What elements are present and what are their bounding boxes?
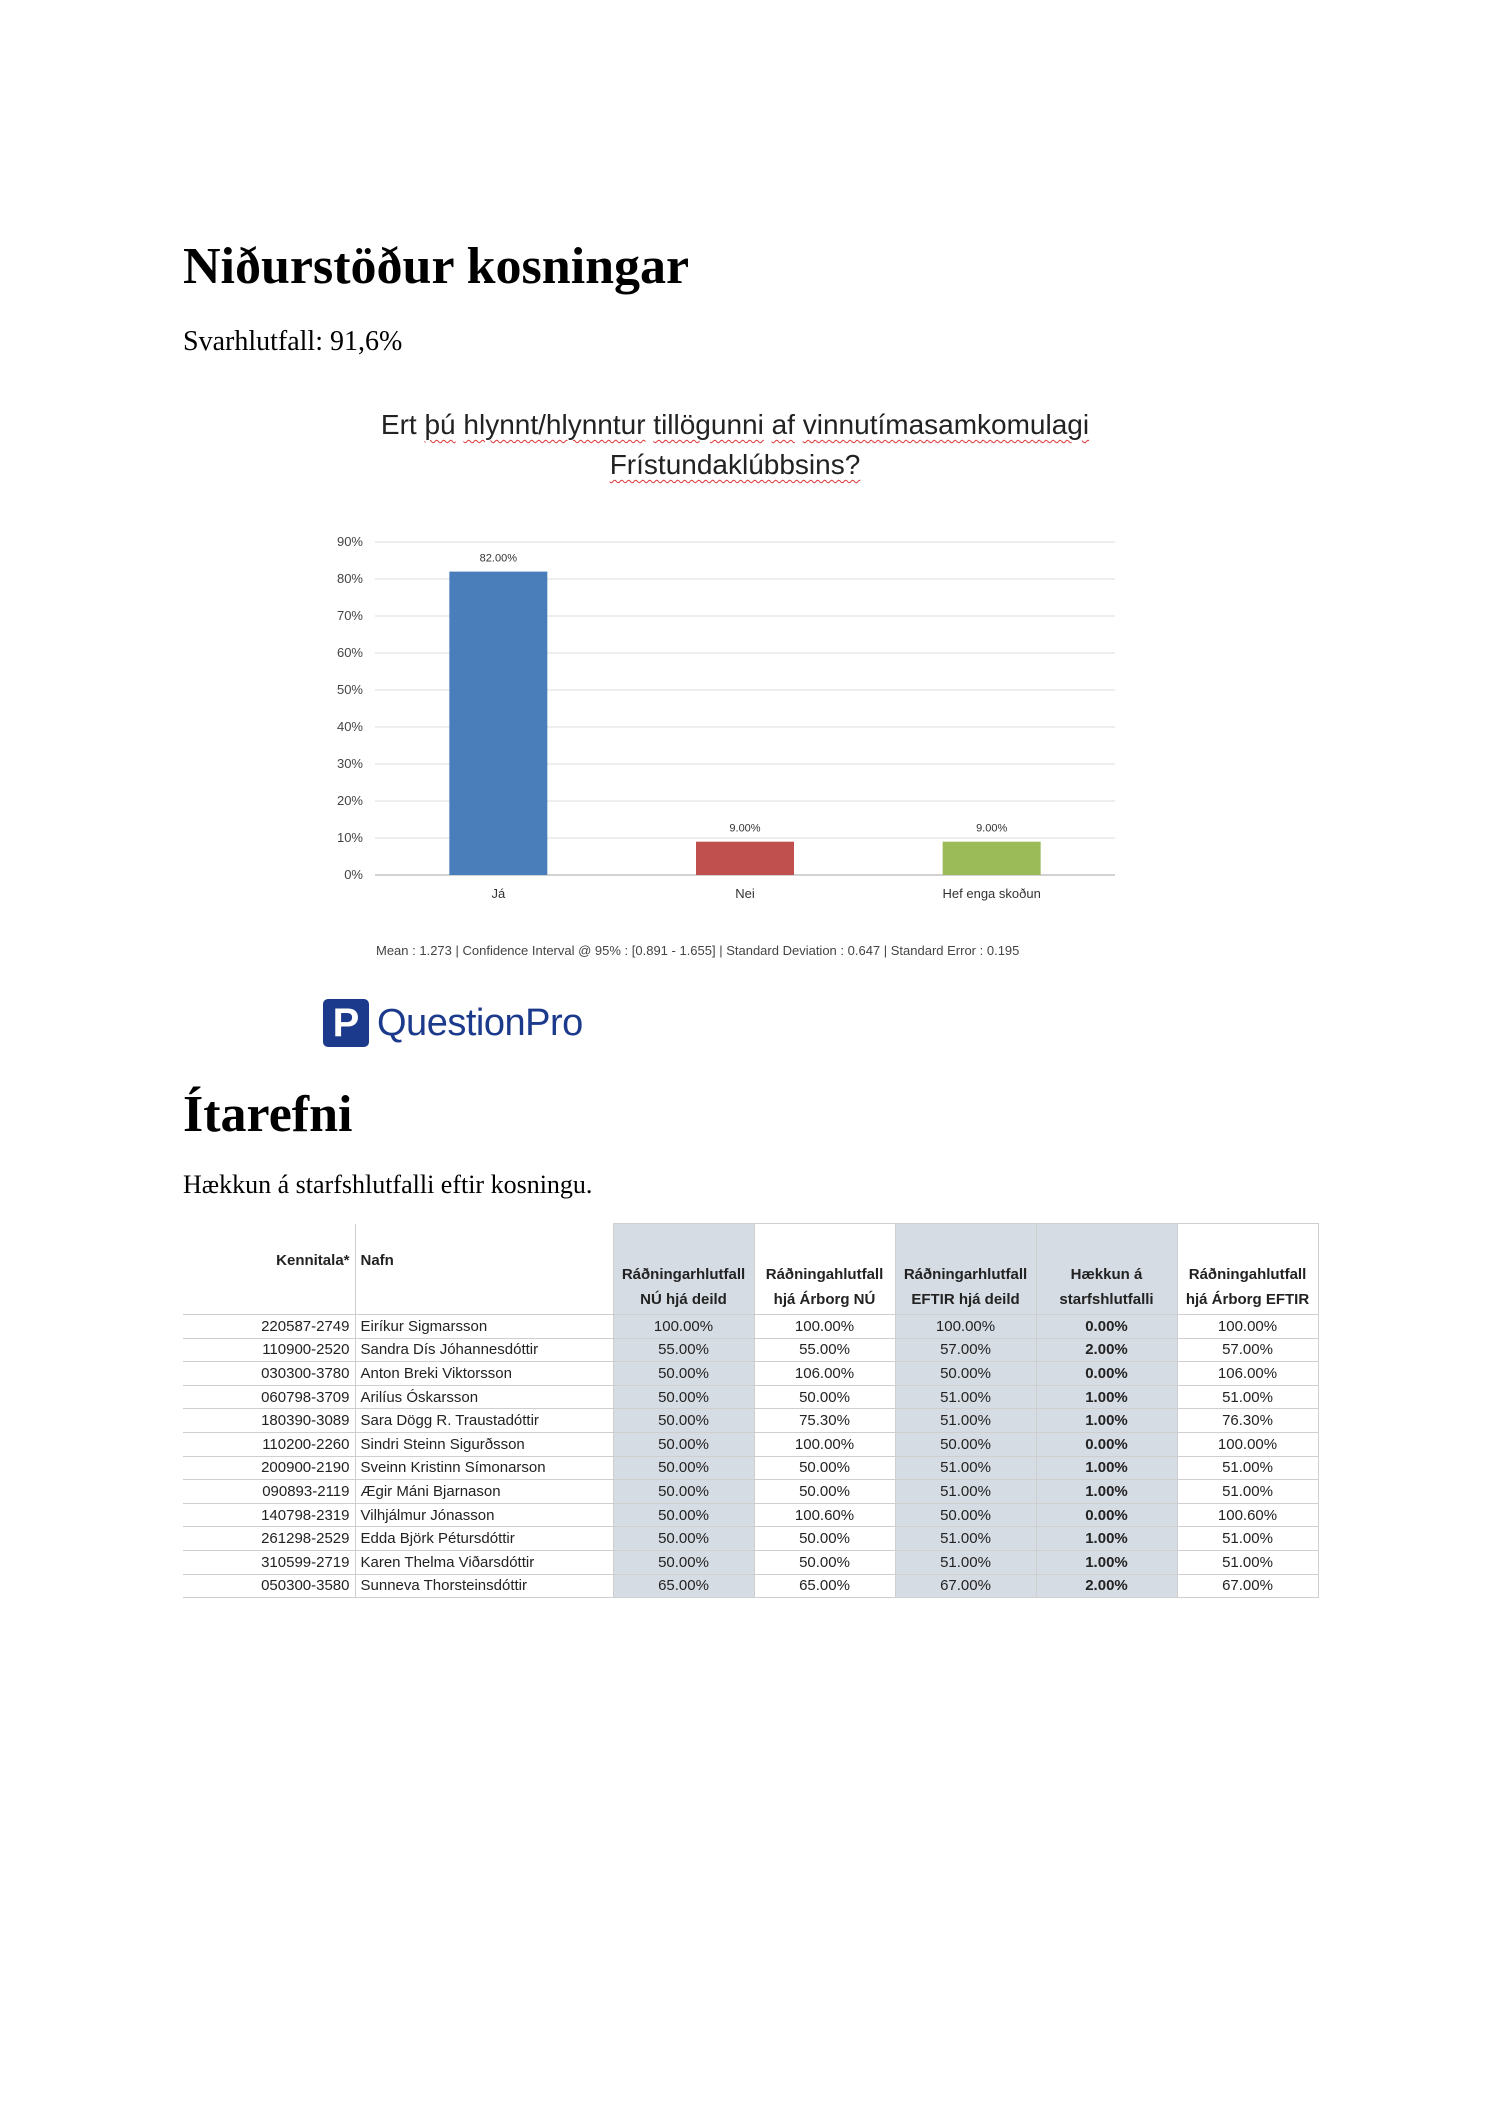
cell-rh-arborg-nu: 50.00% <box>754 1385 895 1409</box>
x-category-label: Hef enga skoðun <box>942 886 1041 901</box>
cell-nafn: Sunneva Thorsteinsdóttir <box>355 1574 613 1598</box>
cell-nafn: Sindri Steinn Sigurðsson <box>355 1432 613 1456</box>
cell-nafn: Ægir Máni Bjarnason <box>355 1480 613 1504</box>
chart-title-word: þú <box>424 409 456 440</box>
statistics-line: Mean : 1.273 | Confidence Interval @ 95% : [0.891 - 1.655] | Standard Deviation : 0.647 | Standard Error : 0.195 <box>376 943 1020 958</box>
cell-rh-eftir-deild: 51.00% <box>895 1550 1036 1574</box>
cell-rh-nu-deild: 50.00% <box>613 1432 754 1456</box>
bar-value-label: 82.00% <box>479 552 517 565</box>
cell-kennitala: 220587-2749 <box>183 1315 355 1339</box>
cell-haekkun: 1.00% <box>1036 1456 1177 1480</box>
cell-rh-arborg-nu: 55.00% <box>754 1338 895 1362</box>
table-row <box>183 1527 1318 1551</box>
cell-haekkun: 2.00% <box>1036 1574 1177 1598</box>
cell-rh-eftir-deild: 50.00% <box>895 1503 1036 1527</box>
chart-title-word: vinnutímasamkomulagi <box>802 409 1090 440</box>
cell-haekkun: 1.00% <box>1036 1480 1177 1504</box>
questionpro-logo-mark: P <box>323 999 369 1047</box>
cell-rh-arborg-eftir: 100.00% <box>1177 1315 1318 1339</box>
chart-title <box>320 405 1150 485</box>
chart-title-line-2 <box>320 445 1150 485</box>
table-row <box>183 1503 1318 1527</box>
table-row <box>183 1456 1318 1480</box>
cell-kennitala: 060798-3709 <box>183 1385 355 1409</box>
cell-rh-arborg-eftir: 67.00% <box>1177 1574 1318 1598</box>
cell-nafn: Sara Dögg R. Traustadóttir <box>355 1409 613 1433</box>
bar-1 <box>449 572 547 875</box>
cell-haekkun: 1.00% <box>1036 1550 1177 1574</box>
cell-rh-nu-deild: 50.00% <box>613 1385 754 1409</box>
cell-rh-arborg-eftir: 51.00% <box>1177 1480 1318 1504</box>
cell-rh-arborg-nu: 100.00% <box>754 1315 895 1339</box>
bar-chart <box>320 520 1140 910</box>
cell-rh-nu-deild: 50.00% <box>613 1362 754 1386</box>
cell-haekkun: 1.00% <box>1036 1409 1177 1433</box>
cell-haekkun: 2.00% <box>1036 1338 1177 1362</box>
header-col-4: Ráðningahlutfall hjá Árborg NÚ <box>754 1224 895 1315</box>
cell-rh-eftir-deild: 51.00% <box>895 1409 1036 1433</box>
cell-rh-arborg-nu: 50.00% <box>754 1527 895 1551</box>
y-tick-label: 50% <box>336 682 363 697</box>
y-tick-label: 80% <box>336 571 363 586</box>
cell-rh-arborg-eftir: 76.30% <box>1177 1409 1318 1433</box>
cell-kennitala: 110900-2520 <box>183 1338 355 1362</box>
bar-2 <box>696 842 794 875</box>
cell-rh-arborg-nu: 50.00% <box>754 1456 895 1480</box>
cell-haekkun: 0.00% <box>1036 1362 1177 1386</box>
cell-nafn: Sandra Dís Jóhannesdóttir <box>355 1338 613 1362</box>
cell-haekkun: 0.00% <box>1036 1432 1177 1456</box>
table-row <box>183 1432 1318 1456</box>
cell-rh-arborg-eftir: 100.60% <box>1177 1503 1318 1527</box>
y-tick-label: 20% <box>336 793 363 808</box>
y-tick-label: 10% <box>336 830 363 845</box>
x-category-label: Já <box>491 886 506 901</box>
bar-value-label: 9.00% <box>976 822 1008 835</box>
cell-rh-eftir-deild: 51.00% <box>895 1527 1036 1551</box>
cell-nafn: Sveinn Kristinn Símonarson <box>355 1456 613 1480</box>
y-tick-label: 90% <box>336 534 363 549</box>
staffing-table <box>183 1223 1319 1598</box>
y-tick-label: 70% <box>336 608 363 623</box>
table-row <box>183 1362 1318 1386</box>
chart-title-word: Ert <box>380 409 417 440</box>
cell-rh-arborg-nu: 100.00% <box>754 1432 895 1456</box>
cell-rh-nu-deild: 50.00% <box>613 1503 754 1527</box>
cell-kennitala: 261298-2529 <box>183 1527 355 1551</box>
cell-rh-eftir-deild: 100.00% <box>895 1315 1036 1339</box>
header-col-6: Hækkun á starfshlutfalli <box>1036 1224 1177 1315</box>
header-nafn: Nafn <box>355 1224 613 1315</box>
cell-kennitala: 310599-2719 <box>183 1550 355 1574</box>
y-tick-label: 40% <box>336 719 363 734</box>
cell-rh-arborg-nu: 65.00% <box>754 1574 895 1598</box>
cell-rh-arborg-nu: 100.60% <box>754 1503 895 1527</box>
cell-rh-arborg-eftir: 51.00% <box>1177 1385 1318 1409</box>
y-tick-label: 60% <box>336 645 363 660</box>
table-caption: Hækkun á starfshlutfalli eftir kosningu. <box>183 1170 593 1199</box>
cell-haekkun: 0.00% <box>1036 1503 1177 1527</box>
cell-rh-arborg-eftir: 100.00% <box>1177 1432 1318 1456</box>
cell-rh-eftir-deild: 51.00% <box>895 1456 1036 1480</box>
header-col-7: Ráðningahlutfall hjá Árborg EFTIR <box>1177 1224 1318 1315</box>
cell-rh-arborg-eftir: 51.00% <box>1177 1550 1318 1574</box>
cell-rh-eftir-deild: 50.00% <box>895 1362 1036 1386</box>
table-row <box>183 1409 1318 1433</box>
cell-rh-nu-deild: 50.00% <box>613 1527 754 1551</box>
table-body <box>183 1315 1318 1598</box>
cell-kennitala: 050300-3580 <box>183 1574 355 1598</box>
cell-nafn: Eiríkur Sigmarsson <box>355 1315 613 1339</box>
header-col-3: Ráðningarhlutfall NÚ hjá deild <box>613 1224 754 1315</box>
header-kennitala: Kennitala* <box>183 1224 355 1315</box>
cell-kennitala: 090893-2119 <box>183 1480 355 1504</box>
cell-rh-nu-deild: 50.00% <box>613 1480 754 1504</box>
cell-rh-arborg-nu: 75.30% <box>754 1409 895 1433</box>
cell-rh-arborg-nu: 50.00% <box>754 1550 895 1574</box>
cell-nafn: Arilíus Óskarsson <box>355 1385 613 1409</box>
table-row <box>183 1550 1318 1574</box>
cell-rh-arborg-eftir: 51.00% <box>1177 1527 1318 1551</box>
cell-rh-nu-deild: 55.00% <box>613 1338 754 1362</box>
table-row <box>183 1480 1318 1504</box>
cell-nafn: Karen Thelma Viðarsdóttir <box>355 1550 613 1574</box>
table-row <box>183 1315 1318 1339</box>
bar-3 <box>943 842 1041 875</box>
chart-title-word: Frístundaklúbbsins? <box>609 449 861 480</box>
cell-kennitala: 180390-3089 <box>183 1409 355 1433</box>
chart-title-word: hlynnt/hlynntur <box>463 409 646 440</box>
chart-title-line-1 <box>320 405 1150 445</box>
table-row <box>183 1338 1318 1362</box>
cell-rh-arborg-eftir: 106.00% <box>1177 1362 1318 1386</box>
cell-kennitala: 200900-2190 <box>183 1456 355 1480</box>
cell-rh-nu-deild: 50.00% <box>613 1550 754 1574</box>
cell-haekkun: 1.00% <box>1036 1385 1177 1409</box>
cell-kennitala: 030300-3780 <box>183 1362 355 1386</box>
questionpro-logo-word: QuestionPro <box>377 1001 583 1044</box>
cell-haekkun: 0.00% <box>1036 1315 1177 1339</box>
cell-rh-nu-deild: 100.00% <box>613 1315 754 1339</box>
y-tick-label: 0% <box>344 867 363 882</box>
cell-rh-arborg-nu: 106.00% <box>754 1362 895 1386</box>
cell-rh-nu-deild: 50.00% <box>613 1456 754 1480</box>
cell-rh-eftir-deild: 51.00% <box>895 1480 1036 1504</box>
cell-nafn: Anton Breki Viktorsson <box>355 1362 613 1386</box>
table-row <box>183 1574 1318 1598</box>
cell-rh-eftir-deild: 50.00% <box>895 1432 1036 1456</box>
cell-rh-eftir-deild: 57.00% <box>895 1338 1036 1362</box>
cell-rh-nu-deild: 65.00% <box>613 1574 754 1598</box>
response-rate: Svarhlutfall: 91,6% <box>183 326 403 357</box>
cell-rh-eftir-deild: 67.00% <box>895 1574 1036 1598</box>
cell-kennitala: 110200-2260 <box>183 1432 355 1456</box>
header-col-5: Ráðningarhlutfall EFTIR hjá deild <box>895 1224 1036 1315</box>
cell-rh-nu-deild: 50.00% <box>613 1409 754 1433</box>
cell-rh-arborg-eftir: 51.00% <box>1177 1456 1318 1480</box>
cell-rh-arborg-eftir: 57.00% <box>1177 1338 1318 1362</box>
chart-title-word: tillögunni <box>653 409 764 440</box>
cell-rh-arborg-nu: 50.00% <box>754 1480 895 1504</box>
questionpro-logo <box>323 997 583 1049</box>
chart-title-word: af <box>771 409 795 440</box>
cell-haekkun: 1.00% <box>1036 1527 1177 1551</box>
bar-value-label: 9.00% <box>729 822 761 835</box>
cell-nafn: Edda Björk Pétursdóttir <box>355 1527 613 1551</box>
page-title: Niðurstöður kosningar <box>183 238 690 295</box>
cell-rh-eftir-deild: 51.00% <box>895 1385 1036 1409</box>
cell-kennitala: 140798-2319 <box>183 1503 355 1527</box>
section-heading: Ítarefni <box>183 1086 353 1143</box>
x-category-label: Nei <box>735 886 755 901</box>
cell-nafn: Vilhjálmur Jónasson <box>355 1503 613 1527</box>
table-row <box>183 1385 1318 1409</box>
table-header-row <box>183 1224 1318 1315</box>
y-tick-label: 30% <box>336 756 363 771</box>
